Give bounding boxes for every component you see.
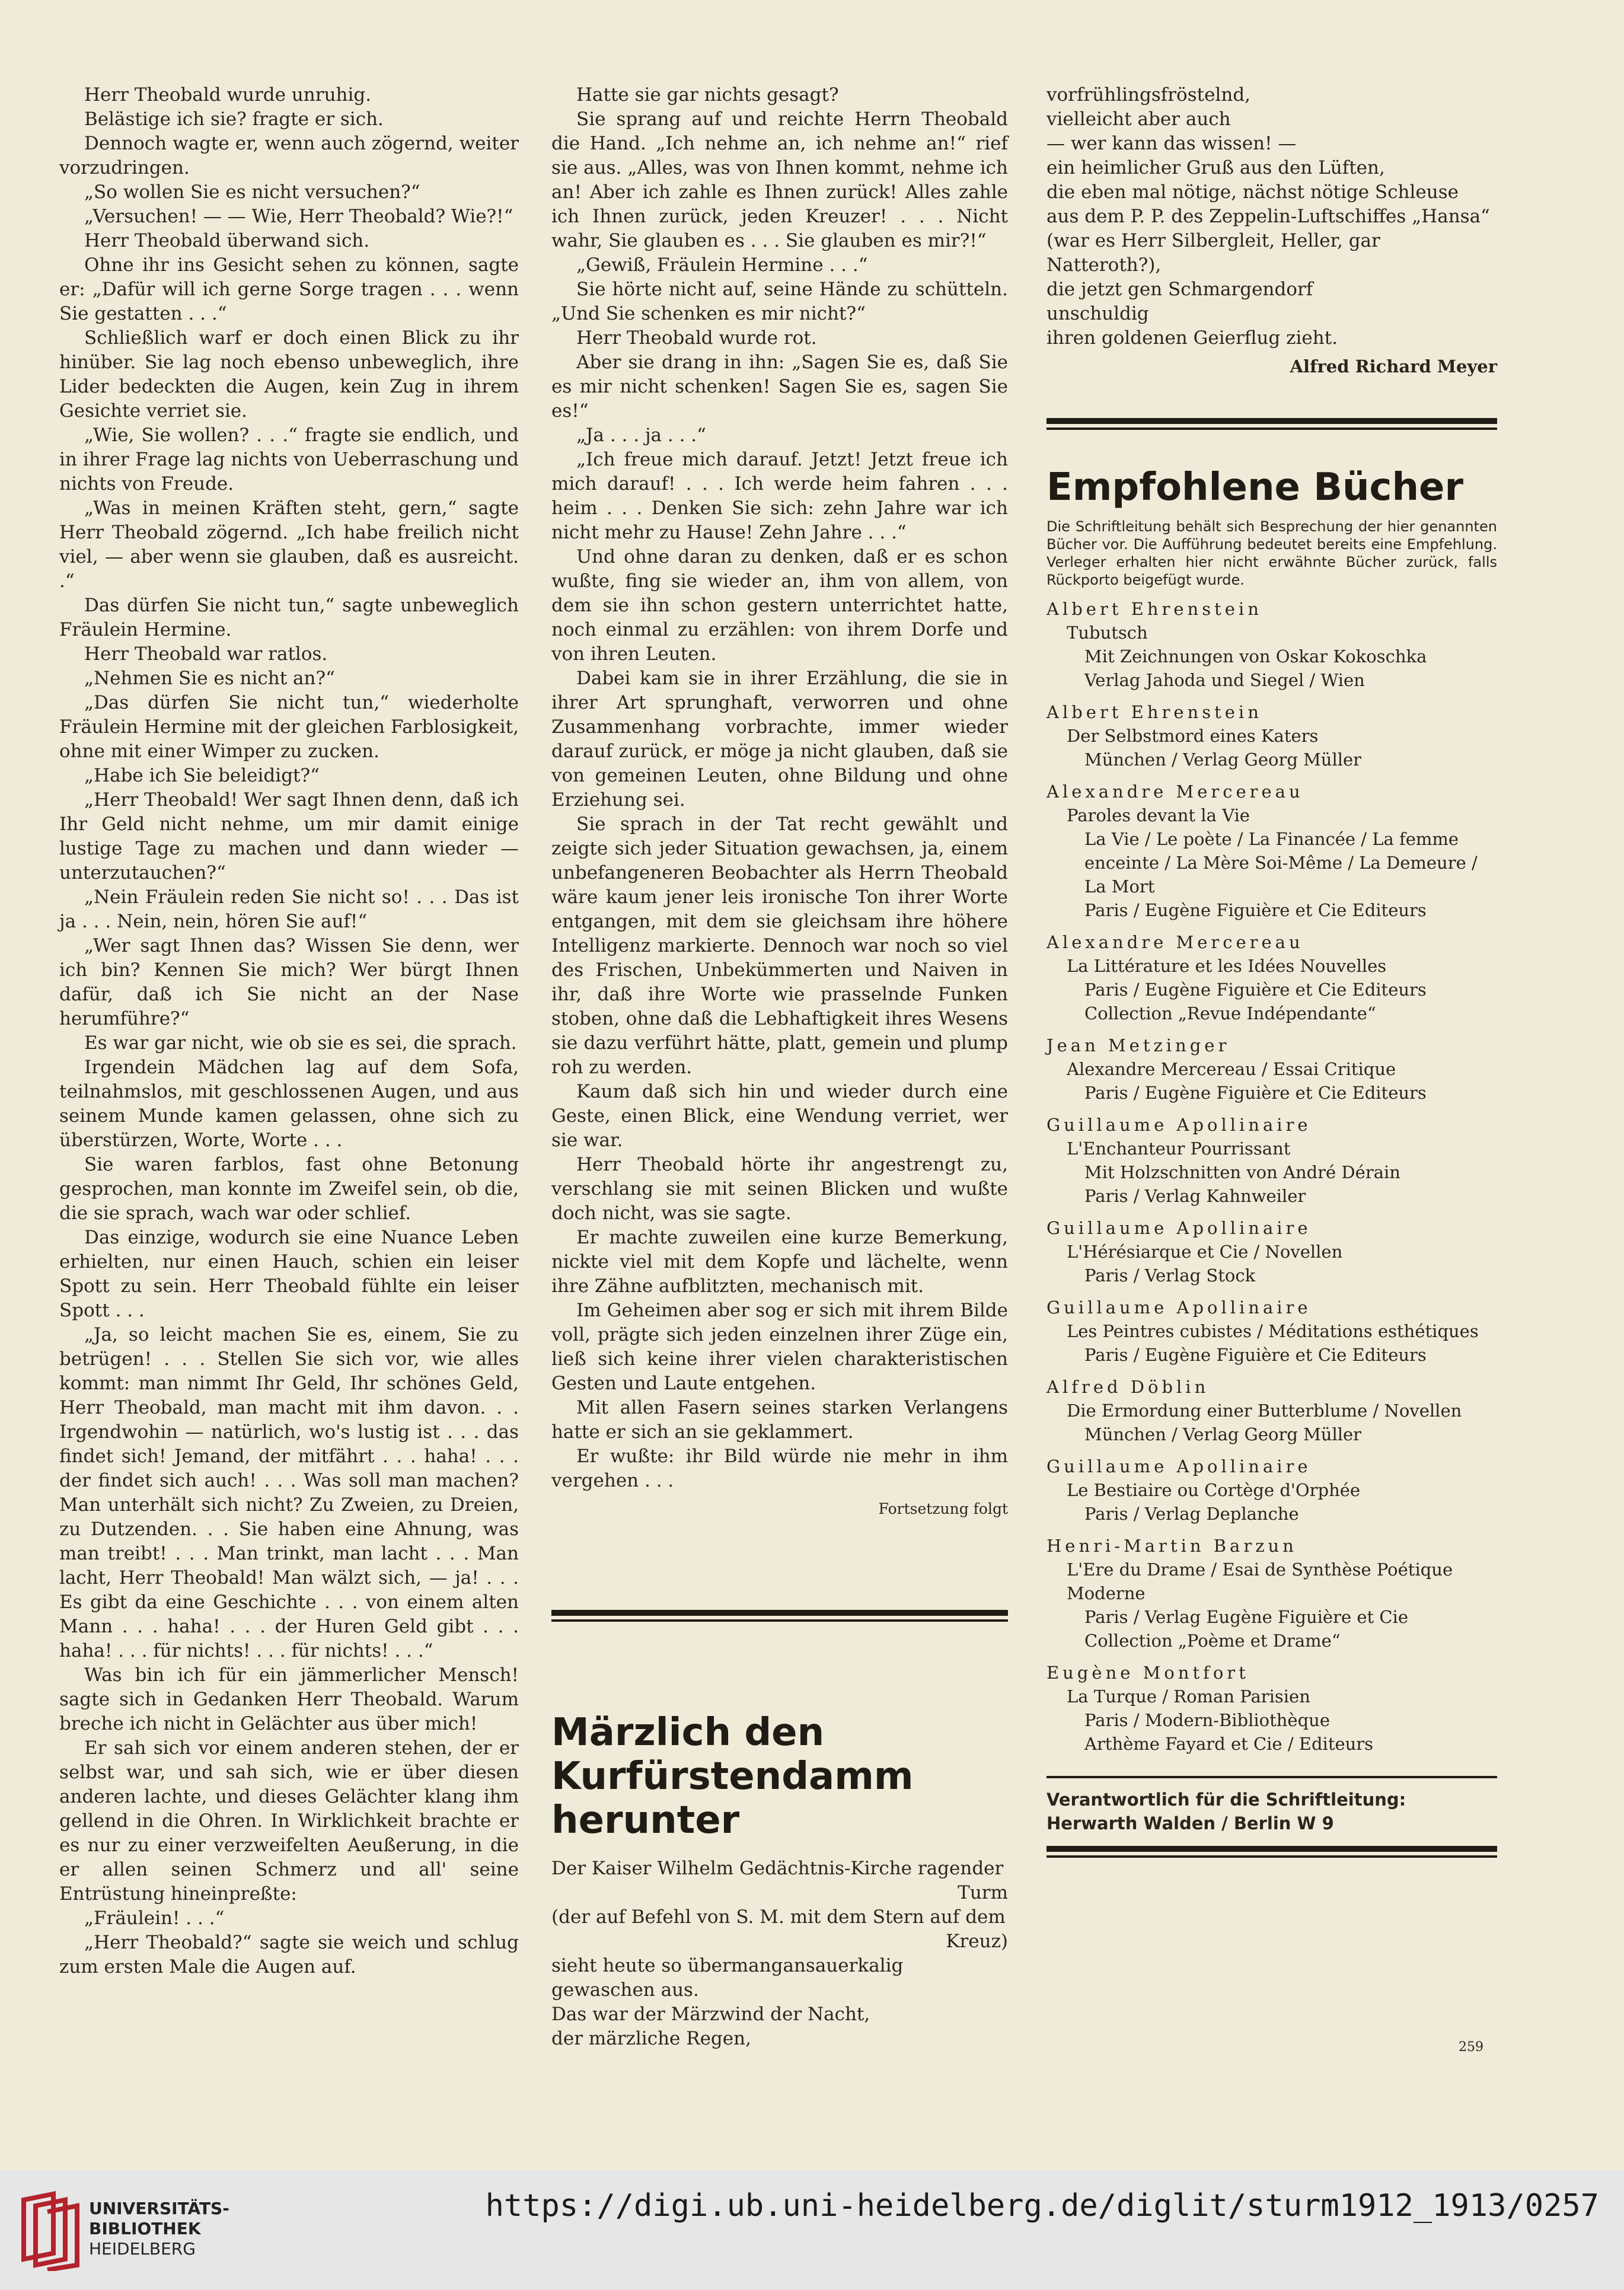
book-entry bbox=[1046, 1296, 1497, 1367]
book-author: Alfred Döblin bbox=[1046, 1377, 1210, 1397]
poem-line: der märzliche Regen, bbox=[551, 2028, 751, 2049]
story-paragraph: Herr Theobald überwand sich. bbox=[84, 230, 370, 251]
book-author: Alexandre Mercereau bbox=[1046, 782, 1304, 802]
story-paragraph: Ohne ihr ins Gesicht sehen zu können, sagte er: „Dafür will ich gerne Sorge tragen . . . wenn Sie gestatten . . .“ bbox=[59, 254, 519, 324]
story-continuation bbox=[551, 83, 1008, 1493]
book-author: Alexandre Mercereau bbox=[1046, 932, 1304, 952]
divider-imprint-top bbox=[1046, 1776, 1497, 1778]
book-detail-line: München / Verlag Georg Müller bbox=[1084, 1424, 1362, 1444]
book-author: Albert Ehrenstein bbox=[1046, 702, 1262, 722]
books-title: Empfohlene Bücher bbox=[1046, 465, 1463, 509]
book-detail-line: Verlag Jahoda und Siegel / Wien bbox=[1084, 670, 1365, 690]
divider-imprint-bottom bbox=[1046, 1846, 1497, 1852]
imprint-line-1: Verantwortlich für die Schriftleitung: bbox=[1046, 1790, 1406, 1810]
book-detail-line: Tubutsch bbox=[1067, 623, 1148, 643]
story-paragraph: Herr Theobald wurde rot. bbox=[576, 327, 817, 349]
book-detail-line: La Vie / Le poète / La Financée / La femme enceinte / La Mère Soi-Même / La Demeure / La Mort bbox=[1084, 829, 1478, 897]
story-column-1 bbox=[59, 83, 519, 1979]
story-paragraph: Sie sprang auf und reichte Herrn Theobald die Hand. „Ich nehme an, ich nehme an!“ rief sie aus. „Alles, was von Ihnen kommt, nehme ich an! Aber ich zahle es Ihnen zurück! Alles zahle ich Ihnen zurück, jeden Kreuzer! . . . Nicht wahr, Sie glauben es . . . Sie glauben es mir?!“ bbox=[551, 109, 1008, 251]
book-detail-line: Paroles devant la Vie bbox=[1067, 805, 1250, 825]
story-paragraph: Kaum daß sich hin und wieder durch eine Geste, einen Blick, eine Wendung verriet, wer sie war. bbox=[551, 1081, 1008, 1151]
book-entry bbox=[1046, 700, 1497, 771]
book-detail-line: Paris / Modern-Bibliothèque bbox=[1084, 1710, 1331, 1730]
library-logo-icon[interactable] bbox=[18, 2188, 83, 2271]
book-author: Jean Metzinger bbox=[1046, 1035, 1230, 1055]
poem-line: ein heimlicher Gruß aus den Lüften, bbox=[1046, 157, 1385, 178]
book-entry bbox=[1046, 1455, 1497, 1526]
story-paragraph: „Nein Fräulein reden Sie nicht so! . . . Das ist ja . . . Nein, nein, hören Sie auf!“ bbox=[59, 886, 519, 932]
imprint-line-2: Herwarth Walden / Berlin W 9 bbox=[1046, 1813, 1334, 1833]
story-paragraph: „Ja, so leicht machen Sie es, einem, Sie zu betrügen! . . . Stellen Sie sich vor, wie alles kommt: man nimmt Ihr Geld, Ihr schönes Geld, Herr Theobald, man macht mit ihm davon. . . Irgendwohin — natürlich, wo's lustig ist . . . das findet sich! Jemand, der mitfährt . . . haha! . . . der findet sich auch! . . . Was soll man machen? Man unterhält sich nicht? Zu Zweien, zu Dreien, zu Dutzenden. . . Sie haben eine Ahnung, was man treibt! . . . Man trinkt, man lacht . . . Man lacht, Herr Theobald! Man wälzt sich, — ja! . . . Es gibt da eine Geschichte . . . von einem alten Mann . . . haha! . . . der Huren Geld gibt . . . haha! . . . für nichts! . . . für nichts! . . .“ bbox=[59, 1324, 519, 1661]
book-detail-line: München / Verlag Georg Müller bbox=[1084, 749, 1362, 770]
poem-line: ihren goldenen Geierflug zieht. bbox=[1046, 327, 1338, 349]
story-paragraph: Herr Theobald war ratlos. bbox=[84, 643, 328, 665]
story-paragraph: Sie waren farblos, fast ohne Betonung gesprochen, man konnte im Zweifel sein, ob die, die sie sprach, wach war oder schlief. bbox=[59, 1154, 519, 1224]
poem-title: Märzlich den Kurfürstendamm herunter bbox=[551, 1711, 914, 1842]
poem-continuation bbox=[1046, 83, 1497, 350]
books-note: Die Schriftleitung behält sich Besprechung der hier genannten Bücher vor. Die Aufführung bedeutet bereits eine Empfehlung. Verleger erhalten hier nicht erwähnte Bücher zurück, falls Rückporto beigefügt wurde. bbox=[1046, 518, 1497, 588]
poem-line: (der auf Befehl von S. M. mit dem Stern auf dem bbox=[551, 1906, 1006, 1928]
book-author: Albert Ehrenstein bbox=[1046, 599, 1262, 619]
library-name[interactable] bbox=[89, 2199, 229, 2259]
book-detail-line: Paris / Eugène Figuière et Cie Editeurs bbox=[1084, 1083, 1427, 1103]
poem-line: Kreuz) bbox=[946, 1931, 1008, 1952]
book-detail-line: Les Peintres cubistes / Méditations esthétiques bbox=[1067, 1321, 1479, 1341]
story-paragraph: Sie sprach in der Tat recht gewählt und zeigte sich jeder Situation gewachsen, ja, einem unbefangeneren Beobachter als Herrn Theobald wäre kaum jener leis ironische Ton ihrer Worte entgangen, mit dem sie gleichsam ihre höhere Intelligenz markierte. Dennoch war noch so viel des Frischen, Unbekümmerten und Naiven in ihr, daß ihre Worte wie prasselnde Funken stoben, ohne daß die Lebhaftigkeit ihres Wesens sie dazu verführt hätte, platt, gemein und plump roh zu werden. bbox=[551, 814, 1008, 1078]
story-paragraph: Er wußte: ihr Bild würde nie mehr in ihm vergehen . . . bbox=[551, 1446, 1008, 1491]
story-paragraph: Das einzige, wodurch sie eine Nuance Leben erhielten, nur einen Hauch, schien ein leiser Spott zu sein. Herr Theobald fühlte ein leiser Spott . . . bbox=[59, 1227, 519, 1321]
book-entry bbox=[1046, 597, 1497, 692]
poem-line: (war es Herr Silbergleit, Heller, gar Natteroth?), bbox=[1046, 230, 1380, 276]
library-name-line-3: HEIDELBERG bbox=[89, 2239, 196, 2259]
book-entry bbox=[1046, 930, 1497, 1025]
book-detail-line: L'Ere du Drame / Esai de Synthèse Poétique Moderne bbox=[1067, 1559, 1453, 1603]
poem-line: Turm bbox=[958, 1882, 1008, 1903]
book-detail-line: Paris / Verlag Eugène Figuière et Cie bbox=[1084, 1607, 1408, 1627]
book-entry bbox=[1046, 1534, 1497, 1653]
story-paragraph: Mit allen Fasern seines starken Verlangens hatte er sich an sie geklammert. bbox=[551, 1397, 1008, 1443]
page-number: 259 bbox=[1459, 2040, 1483, 2055]
book-author: Guillaume Apollinaire bbox=[1046, 1297, 1312, 1318]
continued-note: Fortsetzung folgt bbox=[878, 1500, 1008, 1517]
story-paragraph: „So wollen Sie es nicht versuchen?“ bbox=[84, 181, 420, 203]
book-detail-line: Le Bestiaire ou Cortège d'Orphée bbox=[1067, 1480, 1361, 1500]
book-detail-line: La Littérature et les Idées Nouvelles bbox=[1067, 956, 1387, 976]
book-detail-line: Arthème Fayard et Cie / Editeurs bbox=[1084, 1734, 1374, 1754]
divider-books-bottom bbox=[1046, 428, 1497, 430]
story-paragraph: Er sah sich vor einem anderen stehen, der er selbst war, und sah sich, wie er über diesen anderen lachte, und dieses Gelächter klang ihm gellend in die Ohren. In Wirklichkeit brachte er es nur zu einer verzweifelten Aeußerung, in die er allen seinen Schmerz und all' seine Entrüstung hineinpreßte: bbox=[59, 1737, 519, 1905]
book-detail-line: Mit Zeichnungen von Oskar Kokoschka bbox=[1084, 646, 1427, 666]
story-paragraph: Dabei kam sie in ihrer Erzählung, die sie in ihrer Art sprunghaft, verworren und ohne Zusammenhang vorbrachte, immer wieder darauf zurück, er möge ja nicht glauben, daß sie von gemeinen Leuten, ohne Bildung und ohne Erziehung sei. bbox=[551, 668, 1008, 811]
story-paragraph: Hatte sie gar nichts gesagt? bbox=[576, 84, 839, 106]
story-paragraph: „Wie, Sie wollen? . . .“ fragte sie endlich, und in ihrer Frage lag nichts von Ueberraschung und nichts von Freude. bbox=[59, 425, 519, 495]
story-paragraph: „Fräulein! . . .“ bbox=[84, 1908, 225, 1929]
divider-bottom bbox=[551, 1619, 1008, 1622]
poem-line: unschuldig bbox=[1046, 303, 1149, 324]
book-author: Guillaume Apollinaire bbox=[1046, 1115, 1312, 1135]
book-entry bbox=[1046, 1113, 1497, 1208]
poem-line: die jetzt gen Schmargendorf bbox=[1046, 279, 1313, 300]
story-paragraph: Das dürfen Sie nicht tun,“ sagte unbeweglich Fräulein Hermine. bbox=[59, 595, 519, 640]
story-paragraph: „Versuchen! — — Wie, Herr Theobald? Wie?!“ bbox=[84, 206, 513, 227]
library-name-line-2: BIBLIOTHEK bbox=[89, 2219, 201, 2238]
book-entry bbox=[1046, 1375, 1497, 1446]
book-entry bbox=[1046, 1034, 1497, 1105]
book-detail-line: Alexandre Mercereau / Essai Critique bbox=[1067, 1059, 1396, 1079]
story-paragraph: Und ohne daran zu denken, daß er es schon wußte, fing sie wieder an, ihm von allem, von dem sie ihn schon gestern unterrichtet hatte, noch einmal zu erzählen: von ihrem Dorfe und von ihren Leuten. bbox=[551, 546, 1008, 665]
book-entry bbox=[1046, 1661, 1497, 1756]
poem-line: — wer kann das wissen! — bbox=[1046, 133, 1297, 154]
story-paragraph: Er machte zuweilen eine kurze Bemerkung, nickte viel mit dem Kopfe und lächelte, wenn ihre Zähne aufblitzten, mechanisch mit. bbox=[551, 1227, 1008, 1297]
book-detail-line: La Turque / Roman Parisien bbox=[1067, 1686, 1310, 1707]
story-paragraph: „Herr Theobald! Wer sagt Ihnen denn, daß ich Ihr Geld nicht nehme, um mir damit einige lustige Tage zu machen und dann wieder — unterzutauchen?“ bbox=[59, 789, 519, 884]
poem-line: vorfrühlingsfröstelnd, bbox=[1046, 84, 1251, 106]
story-paragraph: „Das dürfen Sie nicht tun,“ wiederholte Fräulein Hermine mit der gleichen Farblosigkeit, ohne mit einer Wimper zu zucken. bbox=[59, 692, 519, 762]
document-url-link[interactable]: https://digi.ub.uni-heidelberg.de/diglit/sturm1912_1913/0257 bbox=[485, 2188, 1599, 2224]
story-paragraph: Herr Theobald hörte ihr angestrengt zu, verschlang sie mit seinen Blicken und wußte doch nicht, was sie sagte. bbox=[551, 1154, 1008, 1224]
book-entry bbox=[1046, 1216, 1497, 1287]
book-detail-line: L'Enchanteur Pourrissant bbox=[1067, 1138, 1291, 1159]
poem-line: gewaschen aus. bbox=[551, 1979, 699, 2001]
poem-line: Der Kaiser Wilhelm Gedächtnis-Kirche ragender bbox=[551, 1858, 1004, 1879]
book-detail-line: Paris / Verlag Deplanche bbox=[1084, 1504, 1299, 1524]
book-detail-line: Collection „Revue Indépendante“ bbox=[1084, 1003, 1376, 1023]
poem-line: vielleicht aber auch bbox=[1046, 109, 1231, 130]
divider-top bbox=[551, 1610, 1008, 1616]
story-paragraph: „Ja . . . ja . . .“ bbox=[576, 425, 707, 446]
book-detail-line: Paris / Verlag Kahnweiler bbox=[1084, 1186, 1306, 1206]
book-author: Guillaume Apollinaire bbox=[1046, 1456, 1312, 1476]
poem-line: aus dem P. P. des Zeppelin-Luftschiffes „Hansa“ bbox=[1046, 206, 1490, 227]
poem-line: Das war der Märzwind der Nacht, bbox=[551, 2004, 870, 2025]
book-detail-line: L'Hérésiarque et Cie / Novellen bbox=[1067, 1242, 1343, 1262]
story-paragraph: Im Geheimen aber sog er sich mit ihrem Bilde voll, prägte sich jeden einzelnen ihrer Züge ein, ließ sich keine ihrer vielen charakteristischen Gesten und Laute entgehen. bbox=[551, 1300, 1008, 1394]
book-detail-line: Der Selbstmord eines Katers bbox=[1067, 726, 1319, 746]
right-column bbox=[1046, 83, 1497, 1858]
story-paragraph: Dennoch wagte er, wenn auch zögernd, weiter vorzudringen. bbox=[59, 133, 519, 178]
poem-line: sieht heute so übermangansauerkalig bbox=[551, 1955, 904, 1976]
library-name-line-1: UNIVERSITÄTS- bbox=[89, 2199, 229, 2218]
book-entry bbox=[1046, 780, 1497, 922]
book-detail-line: Paris / Eugène Figuière et Cie Editeurs bbox=[1084, 1345, 1427, 1365]
story-paragraph: Aber sie drang in ihn: „Sagen Sie es, daß Sie es mir nicht schenken! Sagen Sie es, sagen Sie es!“ bbox=[551, 352, 1008, 422]
book-detail-line: Paris / Eugène Figuière et Cie Editeurs bbox=[1084, 980, 1427, 1000]
book-detail-line: Collection „Poème et Drame“ bbox=[1084, 1631, 1341, 1651]
book-author: Eugène Montfort bbox=[1046, 1663, 1249, 1683]
story-paragraph: Belästige ich sie? fragte er sich. bbox=[84, 109, 384, 130]
story-paragraph: „Ich freue mich darauf. Jetzt! Jetzt freue ich mich darauf! . . . Ich werde heim fahren . . . heim . . . Denken Sie sich: zehn Jahre war ich nicht mehr zu Hause! Zehn Jahre . . .“ bbox=[551, 449, 1008, 543]
book-detail-line: Paris / Eugène Figuière et Cie Editeurs bbox=[1084, 900, 1427, 920]
story-paragraph: „Nehmen Sie es nicht an?“ bbox=[84, 668, 335, 689]
story-paragraph: „Gewiß, Fräulein Hermine . . .“ bbox=[576, 254, 868, 276]
story-paragraph: Sie hörte nicht auf, seine Hände zu schütteln. „Und Sie schenken es mir nicht?“ bbox=[551, 279, 1008, 324]
story-paragraph: Was bin ich für ein jämmerlicher Mensch! sagte sich in Gedanken Herr Theobald. Warum breche ich nicht in Gelächter aus über mich! bbox=[59, 1664, 519, 1734]
story-paragraph: Es war gar nicht, wie ob sie es sei, die sprach. bbox=[84, 1032, 517, 1054]
story-paragraph: Herr Theobald wurde unruhig. bbox=[84, 84, 372, 106]
book-detail-line: Paris / Verlag Stock bbox=[1084, 1265, 1256, 1286]
divider-imprint-bottom-2 bbox=[1046, 1855, 1497, 1858]
story-paragraph: „Herr Theobald?“ sagte sie weich und schlug zum ersten Male die Augen auf. bbox=[59, 1932, 519, 1978]
story-paragraph: „Wer sagt Ihnen das? Wissen Sie denn, wer ich bin? Kennen Sie mich? Wer bürgt Ihnen dafür, daß ich Sie nicht an der Nase herumführe?“ bbox=[59, 935, 519, 1029]
poem-body bbox=[551, 1857, 1008, 2051]
story-paragraph: „Habe ich Sie beleidigt?“ bbox=[84, 765, 320, 786]
book-list bbox=[1046, 597, 1497, 1756]
story-paragraph: Irgendein Mädchen lag auf dem Sofa, teilnahmslos, mit geschlossenen Augen, und aus seinem Munde kamen gelassen, ohne sich zu überstürzen, Worte, Worte . . . bbox=[59, 1057, 519, 1151]
story-column-2 bbox=[551, 83, 1008, 2051]
divider-books-top bbox=[1046, 418, 1497, 424]
poem-author: Alfred Richard Meyer bbox=[1290, 356, 1497, 377]
story-paragraph: Schließlich warf er doch einen Blick zu ihr hinüber. Sie lag noch ebenso unbeweglich, ihre Lider bedeckten die Augen, kein Zug in ihrem Gesichte verriet sie. bbox=[59, 327, 519, 422]
book-detail-line: Mit Holzschnitten von André Dérain bbox=[1084, 1162, 1400, 1182]
book-author: Henri-Martin Barzun bbox=[1046, 1536, 1297, 1556]
poem-line: die eben mal nötige, nächst nötige Schleuse bbox=[1046, 181, 1459, 203]
story-paragraph: „Was in meinen Kräften steht, gern,“ sagte Herr Theobald zögernd. „Ich habe freilich nicht viel, — aber wenn sie glauben, daß es ausreicht. .“ bbox=[59, 497, 519, 592]
book-author: Guillaume Apollinaire bbox=[1046, 1218, 1312, 1238]
book-detail-line: Die Ermordung einer Butterblume / Novellen bbox=[1067, 1401, 1462, 1421]
